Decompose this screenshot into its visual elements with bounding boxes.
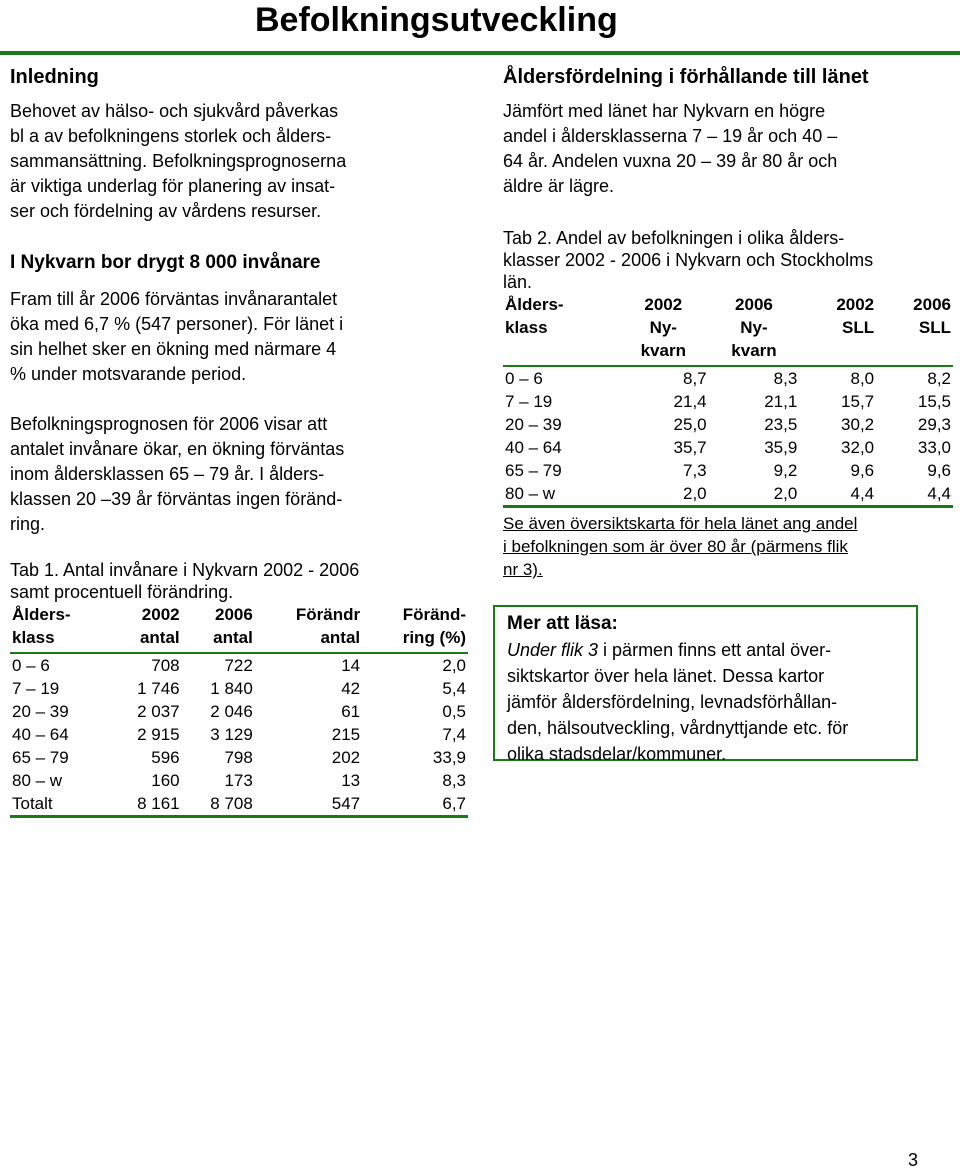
table-cell: 35,9 xyxy=(764,438,798,457)
table-cell: 21,1 xyxy=(764,392,798,411)
table-row xyxy=(10,677,468,700)
table-cell: 23,5 xyxy=(764,415,798,434)
table2-header-2002-nykvarn: 2002 Ny- kvarn xyxy=(618,293,709,366)
table-cell: 0,5 xyxy=(442,702,466,721)
read-more-line: olika stadsdelar/kommuner. xyxy=(507,744,727,764)
table-cell: 80 – w xyxy=(12,771,63,790)
table-cell: 9,6 xyxy=(927,461,951,480)
table1-caption-line: Tab 1. Antal invånare i Nykvarn 2002 - 2006 xyxy=(10,560,360,580)
table-cell: 0 – 6 xyxy=(12,656,50,675)
table-cell: 5,4 xyxy=(442,679,466,698)
intro-line: bl a av befolkningens storlek och ålders- xyxy=(10,126,332,146)
table-cell: 13 xyxy=(341,771,361,790)
table-cell: 1 746 xyxy=(137,679,180,698)
table-cell: 21,4 xyxy=(673,392,707,411)
table-cell: 20 – 39 xyxy=(505,415,562,434)
table-cell: 722 xyxy=(224,656,253,675)
table2-age-share xyxy=(503,293,953,508)
table-cell: 32,0 xyxy=(841,438,875,457)
table-row xyxy=(10,653,468,677)
table-cell: 4,4 xyxy=(876,482,953,507)
table-cell: 596 xyxy=(151,748,180,767)
table-row xyxy=(10,746,468,769)
table2-caption-line: län. xyxy=(503,272,533,292)
table2-caption-line: Tab 2. Andel av befolkningen i olika ålders- xyxy=(503,228,845,248)
page-title: Befolkningsutveckling xyxy=(255,1,618,39)
read-more-line: siktskartor över hela länet. Dessa kartor xyxy=(507,666,825,686)
table-cell: 7 – 19 xyxy=(505,392,553,411)
intro-line: sammansättning. Befolkningsprognoserna xyxy=(10,151,347,171)
table-cell: 65 – 79 xyxy=(12,748,69,767)
table1-header-change: Förändr antal xyxy=(255,603,362,653)
map-note-line: Se även översiktskarta för hela länet ang andel xyxy=(503,514,858,533)
table-cell: 8 708 xyxy=(182,792,255,817)
read-more-text: i pärmen finns ett antal över- xyxy=(598,640,832,660)
table1-header-change-pct: Föränd- ring (%) xyxy=(362,603,468,653)
table-cell: 80 – w xyxy=(503,482,618,507)
table-row xyxy=(10,723,468,746)
table-cell: 7,3 xyxy=(682,461,707,480)
table-cell: 173 xyxy=(224,771,253,790)
right-column xyxy=(503,62,953,581)
table-cell: 8,3 xyxy=(442,771,466,790)
table1-caption-line: samt procentuell förändring. xyxy=(10,582,234,602)
table-row xyxy=(503,436,953,459)
table1-header-2006: 2006 antal xyxy=(182,603,255,653)
table-cell: 7 – 19 xyxy=(12,679,60,698)
table-cell: Totalt xyxy=(10,792,108,817)
para3-line: Befolkningsprognosen för 2006 visar att xyxy=(10,414,328,434)
table-cell: 3 129 xyxy=(210,725,253,744)
table-cell: 29,3 xyxy=(917,415,951,434)
map-note-line: nr 3). xyxy=(503,560,543,579)
subheading-residents: I Nykvarn bor drygt 8 000 invånare xyxy=(10,252,321,273)
table-row xyxy=(503,413,953,436)
section-heading-inledning: Inledning xyxy=(10,66,99,88)
section-heading-age-distribution: Åldersfördelning i förhållande till länet xyxy=(503,66,869,88)
table-cell: 2,0 xyxy=(442,656,466,675)
table-cell: 4,4 xyxy=(799,482,876,507)
table-cell: 35,7 xyxy=(673,438,707,457)
table-cell: 14 xyxy=(341,656,361,675)
para2-line: öka med 6,7 % (547 personer). För länet i xyxy=(10,314,344,334)
right-para-line: 64 år. Andelen vuxna 20 – 39 år 80 år och xyxy=(503,151,838,171)
intro-line: ser och fördelning av vårdens resurser. xyxy=(10,201,322,221)
read-more-box xyxy=(493,605,918,764)
table-cell: 160 xyxy=(151,771,180,790)
read-more-line: den, hälsoutveckling, vårdnyttjande etc. för xyxy=(507,718,849,738)
table-cell: 7,4 xyxy=(442,725,466,744)
para2-line: % under motsvarande period. xyxy=(10,364,247,384)
table-cell: 65 – 79 xyxy=(505,461,562,480)
table-row xyxy=(10,769,468,792)
table-cell: 25,0 xyxy=(673,415,707,434)
table-cell: 61 xyxy=(341,702,361,721)
table-cell: 40 – 64 xyxy=(505,438,562,457)
table-cell: 2,0 xyxy=(709,482,800,507)
table-cell: 2 046 xyxy=(210,702,253,721)
table1-header-2002: 2002 antal xyxy=(108,603,181,653)
table-row xyxy=(503,390,953,413)
read-more-heading: Mer att läsa: xyxy=(507,613,618,634)
para2-line: Fram till år 2006 förväntas invånarantalet xyxy=(10,289,338,309)
table2-header-2006-nykvarn: 2006 Ny- kvarn xyxy=(709,293,800,366)
table2-header-age: Ålders- klass xyxy=(503,293,618,366)
table-cell: 6,7 xyxy=(362,792,468,817)
para3-line: antalet invånare ökar, en ökning förväntas xyxy=(10,439,345,459)
table-cell: 15,5 xyxy=(917,392,951,411)
table-cell: 798 xyxy=(224,748,253,767)
table-cell: 547 xyxy=(255,792,362,817)
table-cell: 202 xyxy=(331,748,361,767)
table-cell: 0 – 6 xyxy=(505,369,543,388)
table-cell: 8 161 xyxy=(108,792,181,817)
intro-line: är viktiga underlag för planering av insat- xyxy=(10,176,336,196)
table-cell: 42 xyxy=(341,679,361,698)
table-cell: 2,0 xyxy=(618,482,709,507)
read-more-line xyxy=(507,637,908,663)
table-cell: 20 – 39 xyxy=(12,702,69,721)
intro-line: Behovet av hälso- och sjukvård påverkas xyxy=(10,101,339,121)
table-row-total xyxy=(10,792,468,817)
table-cell: 30,2 xyxy=(841,415,875,434)
table-cell: 2 915 xyxy=(137,725,180,744)
para3-line: klassen 20 –39 år förväntas ingen föränd- xyxy=(10,489,343,509)
table-cell: 40 – 64 xyxy=(12,725,69,744)
read-more-line: jämför åldersfördelning, levnadsförhållan- xyxy=(507,692,838,712)
table-cell: 15,7 xyxy=(841,392,875,411)
table-cell: 215 xyxy=(331,725,361,744)
title-rule xyxy=(0,51,960,55)
right-para-line: äldre är lägre. xyxy=(503,176,615,196)
table-cell: 33,9 xyxy=(432,748,466,767)
table-row xyxy=(10,700,468,723)
table1-header-age: Ålders- klass xyxy=(10,603,108,653)
table-row xyxy=(503,366,953,390)
table2-header-2002-sll: 2002 SLL xyxy=(799,293,876,366)
table2-caption-line: klasser 2002 - 2006 i Nykvarn och Stockholms xyxy=(503,250,874,270)
left-column xyxy=(10,62,468,818)
right-para-line: Jämfört med länet har Nykvarn en högre xyxy=(503,101,826,121)
table-cell: 708 xyxy=(151,656,180,675)
table-cell: 33,0 xyxy=(917,438,951,457)
table-row xyxy=(503,482,953,507)
read-more-italic: Under flik 3 xyxy=(507,640,599,660)
para3-line: ring. xyxy=(10,514,46,534)
right-para-line: andel i åldersklasserna 7 – 19 år och 40 – xyxy=(503,126,838,146)
table-cell: 8,2 xyxy=(927,369,951,388)
map-note-line: i befolkningen som är över 80 år (pärmens flik xyxy=(503,537,848,556)
table-cell: 9,6 xyxy=(850,461,875,480)
table-cell: 8,0 xyxy=(850,369,875,388)
para2-line: sin helhet sker en ökning med närmare 4 xyxy=(10,339,337,359)
table2-header-2006-sll: 2006 SLL xyxy=(876,293,953,366)
table-cell: 2 037 xyxy=(137,702,180,721)
table-cell: 1 840 xyxy=(210,679,253,698)
para3-line: inom åldersklassen 65 – 79 år. I ålders- xyxy=(10,464,325,484)
page-number: 3 xyxy=(908,1150,919,1170)
table-cell: 8,3 xyxy=(773,369,798,388)
table-cell: 8,7 xyxy=(682,369,707,388)
table-row xyxy=(503,459,953,482)
table-cell: 9,2 xyxy=(773,461,798,480)
table1-population xyxy=(10,603,468,818)
